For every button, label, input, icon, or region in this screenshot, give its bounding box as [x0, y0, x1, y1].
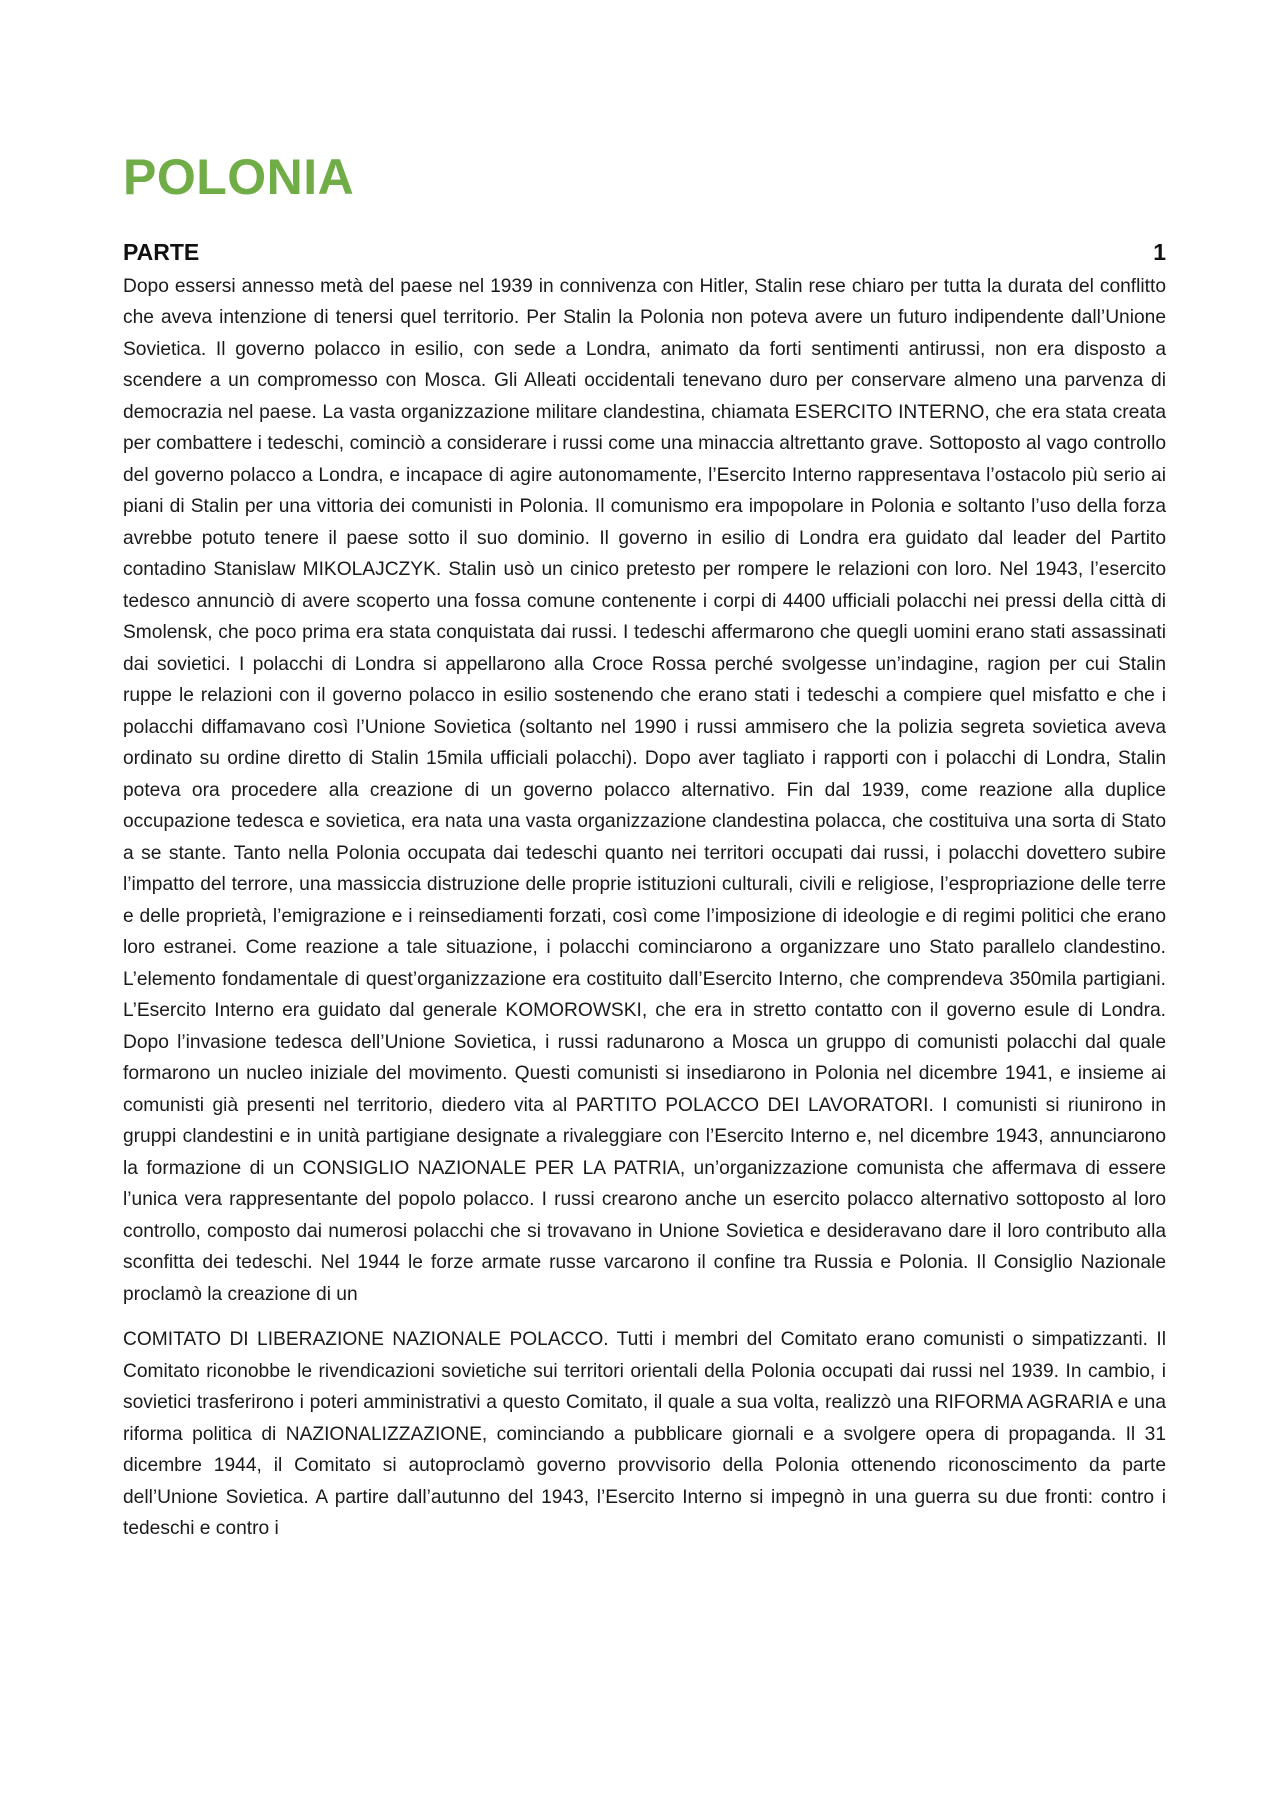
- body-paragraph-1: Dopo essersi annesso metà del paese nel 1939 in connivenza con Hitler, Stalin rese chiaro per tutta la durata del conflitto che aveva intenzione di tenersi quel territorio. Per Stalin la Polonia non poteva avere un futuro indipendente dall’Unione Sovietica. Il governo polacco in esilio, con sede a Londra, animato da forti sentimenti antirussi, non era disposto a scendere a un compromesso con Mosca. Gli Alleati occidentali tenevano duro per conservare almeno una parvenza di democrazia nel paese. La vasta organizzazione militare clandestina, chiamata ESERCITO INTERNO, che era stata creata per combattere i tedeschi, cominciò a considerare i russi come una minaccia altrettanto grave. Sottoposto al vago controllo del governo polacco a Londra, e incapace di agire autonomamente, l’Esercito Interno rappresentava l’ostacolo più serio ai piani di Stalin per una vittoria dei comunisti in Polonia. Il comunismo era impopolare in Polonia e soltanto l’uso della forza avrebbe potuto tenere il paese sotto il suo dominio. Il governo in esilio di Londra era guidato dal leader del Partito contadino Stanislaw MIKOLAJCZYK. Stalin usò un cinico pretesto per rompere le relazioni con loro. Nel 1943, l’esercito tedesco annunciò di avere scoperto una fossa comune contenente i corpi di 4400 ufficiali polacchi nei pressi della città di Smolensk, che poco prima era stata conquistata dai russi. I tedeschi affermarono che quegli uomini erano stati assassinati dai sovietici. I polacchi di Londra si appellarono alla Croce Rossa perché svolgesse un’indagine, ragion per cui Stalin ruppe le relazioni con il governo polacco in esilio sostenendo che erano stati i tedeschi a compiere quel misfatto e che i polacchi diffamavano così l’Unione Sovietica (soltanto nel 1990 i russi ammisero che la polizia segreta sovietica aveva ordinato su ordine diretto di Stalin 15mila ufficiali polacchi). Dopo aver tagliato i rapporti con i polacchi di Londra, Stalin poteva ora procedere alla creazione di un governo polacco alternativo. Fin dal 1939, come reazione alla duplice occupazione tedesca e sovietica, era nata una vasta organizzazione clandestina polacca, che costituiva una sorta di Stato a se stante. Tanto nella Polonia occupata dai tedeschi quanto nei territori occupati dai russi, i polacchi dovettero subire l’impatto del terrore, una massiccia distruzione delle proprie istituzioni culturali, civili e religiose, l’espropriazione delle terre e delle proprietà, l’emigrazione e i reinsediamenti forzati, così come l’imposizione di ideologie e di regimi politici che erano loro estranei. Come reazione a tale situazione, i polacchi cominciarono a organizzare uno Stato parallelo clandestino. L’elemento fondamentale di quest’organizzazione era costituito dall’Esercito Interno, che comprendeva 350mila partigiani. L’Esercito Interno era guidato dal generale KOMOROWSKI, che era in stretto contatto con il governo esule di Londra. Dopo l’invasione tedesca dell’Unione Sovietica, i russi radunarono a Mosca un gruppo di comunisti polacchi dal quale formarono un nucleo iniziale del movimento. Questi comunisti si insediarono in Polonia nel dicembre 1941, e insieme ai comunisti già presenti nel territorio, diedero vita al PARTITO POLACCO DEI LAVORATORI. I comunisti si riunirono in gruppi clandestini e in unità partigiane designate a rivaleggiare con l’Esercito Interno e, nel dicembre 1943, annunciarono la formazione di un CONSIGLIO NAZIONALE PER LA PATRIA, un’organizzazione comunista che affermava di essere l’unica vera rappresentante del popolo polacco. I russi crearono anche un esercito polacco alternativo sottoposto al loro controllo, composto dai numerosi polacchi che si trovavano in Unione Sovietica e desideravano dare il loro contributo alla sconfitta dei tedeschi. Nel 1944 le forze armate russe varcarono il confine tra Russia e Polonia. Il Consiglio Nazionale proclamò la creazione di un: [123, 275, 1166, 1305]
- body-paragraph-2: COMITATO DI LIBERAZIONE NAZIONALE POLACCO. Tutti i membri del Comitato erano comunisti o simpatizzanti. Il Comitato riconobbe le rivendicazioni sovietiche sui territori orientali della Polonia occupati dai russi nel 1939. In cambio, i sovietici trasferirono i poteri amministrativi a questo Comitato, il quale a sua volta, realizzò una RIFORMA AGRARIA e una riforma politica di NAZIONALIZZAZIONE, cominciando a pubblicare giornali e a svolgere opera di propaganda. Il 31 dicembre 1944, il Comitato si autoproclamò governo provvisorio della Polonia ottenendo riconoscimento da parte dell’Unione Sovietica. A partire dall’autunno del 1943, l’Esercito Interno si impegnò in una guerra su due fronti: contro i tedeschi e contro i: [123, 1329, 1166, 1540]
- document-page: [123, 150, 1166, 1545]
- section-heading: [123, 239, 1166, 267]
- section-label: PARTE: [123, 239, 200, 265]
- section-number: 1: [1153, 239, 1166, 265]
- document-title: POLONIA: [123, 149, 355, 205]
